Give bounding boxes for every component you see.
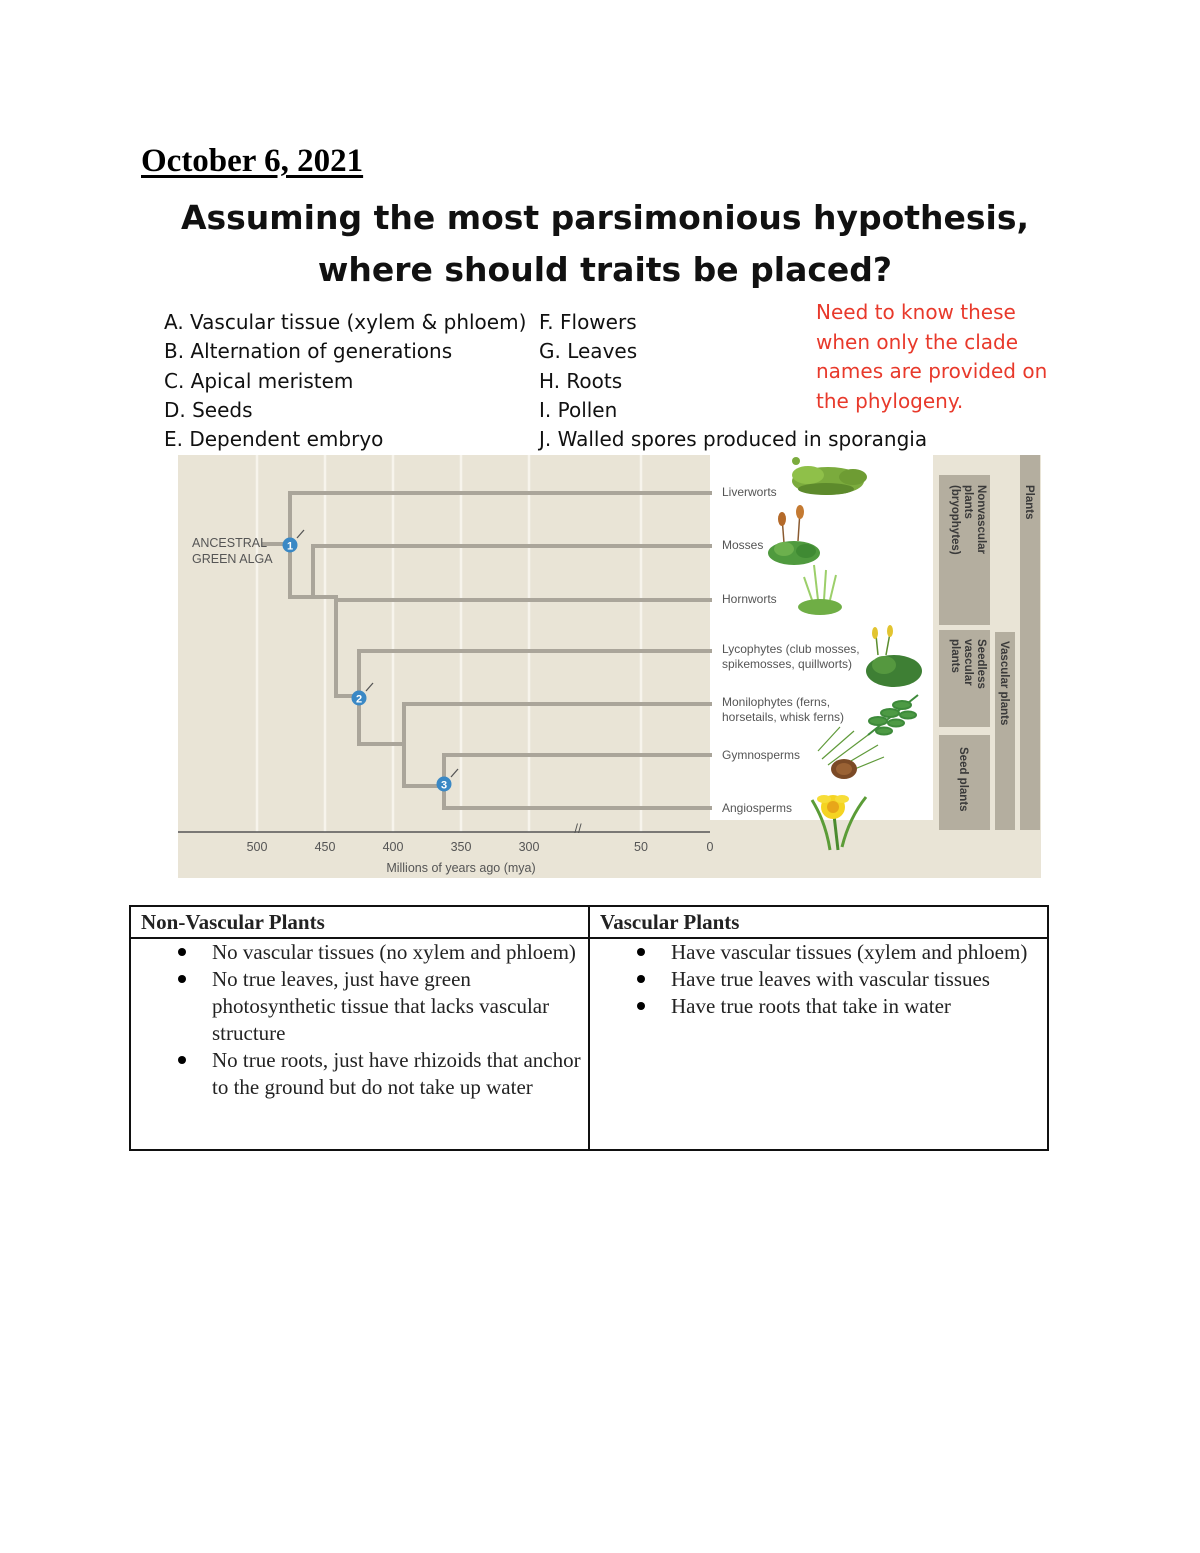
svg-text:3: 3: [440, 779, 448, 792]
group-nonvascular-1: Nonvascular: [975, 485, 987, 555]
trait-item: F. Flowers: [539, 310, 637, 334]
list-item: No vascular tissues (no xylem and phloem): [131, 939, 582, 966]
group-nonvascular-2: plants: [962, 485, 974, 519]
table-row: [130, 938, 1048, 1150]
group-plants: Plants: [1023, 485, 1035, 520]
group-seedless-3: plants: [949, 639, 961, 673]
cell-vascular: [589, 938, 1048, 1150]
tick-label: 300: [518, 840, 540, 854]
taxon-lycophytes-1: Lycophytes (club mosses,: [722, 642, 860, 656]
header-vascular: Vascular Plants: [589, 906, 1048, 938]
cell-nonvascular: [130, 938, 589, 1150]
list-item: No true roots, just have rhizoids that anchor to the ground but do not take up water: [131, 1047, 582, 1101]
comparison-table: [129, 905, 1049, 1151]
list-item: Have true leaves with vascular tissues: [590, 966, 1041, 993]
list-item: Have true roots that take in water: [590, 993, 1041, 1020]
phylogeny-svg: [178, 455, 1041, 878]
taxon-liverworts: Liverworts: [722, 485, 777, 499]
trait-item: A. Vascular tissue (xylem & phloem): [164, 310, 527, 334]
taxon-mosses: Mosses: [722, 538, 764, 552]
date-heading: October 6, 2021: [141, 143, 364, 179]
taxon-monilophytes-1: Monilophytes (ferns,: [722, 695, 831, 709]
axis-break: //: [574, 821, 582, 836]
trait-list-left: [164, 308, 526, 454]
group-nonvascular-3: (bryophytes): [949, 485, 961, 555]
tick-label: 0: [706, 840, 714, 854]
tick-label: 450: [314, 840, 336, 854]
group-seed-plants: Seed plants: [957, 747, 969, 812]
trait-item: B. Alternation of generations: [164, 339, 453, 364]
svg-text:2: 2: [355, 693, 363, 706]
nonvascular-list: [131, 939, 588, 1101]
tick-label: 350: [450, 840, 472, 854]
trait-item: E. Dependent embryo: [164, 427, 384, 452]
group-seedless-2: vascular: [962, 639, 974, 686]
root-label-2: GREEN ALGA: [192, 552, 273, 566]
table-header-row: [130, 906, 1048, 938]
tick-label: 500: [246, 840, 268, 854]
list-item: Have vascular tissues (xylem and phloem): [590, 939, 1041, 966]
taxon-lycophytes-2: spikemosses, quillworts): [722, 657, 853, 671]
taxon-monilophytes-2: horsetails, whisk ferns): [722, 710, 845, 724]
phylogeny-figure: [178, 455, 1041, 878]
header-nonvascular: Non-Vascular Plants: [130, 906, 589, 938]
headline-line-2: where should traits be placed?: [317, 250, 893, 289]
root-label-1: ANCESTRAL: [192, 536, 268, 550]
tick-label: 50: [634, 840, 648, 854]
trait-item: D. Seeds: [164, 397, 253, 422]
taxon-angiosperms: Angiosperms: [722, 801, 793, 815]
tick-label: 400: [382, 840, 404, 854]
taxon-hornworts: Hornworts: [722, 592, 777, 606]
trait-item: H. Roots: [539, 368, 623, 393]
trait-item: C. Apical meristem: [164, 368, 354, 393]
list-item: No true leaves, just have green photosynthetic tissue that lacks vascular structure: [131, 966, 582, 1047]
axis-title: Millions of years ago (mya): [386, 861, 536, 875]
taxon-gymnosperms: Gymnosperms: [722, 748, 801, 762]
slide-headline: [150, 192, 1060, 296]
vascular-list: [590, 939, 1047, 1020]
trait-item: I. Pollen: [539, 397, 618, 422]
group-vascular-plants: Vascular plants: [998, 641, 1010, 726]
headline-line-1: Assuming the most parsimonious hypothesis,: [180, 198, 1030, 237]
trait-item: J. Walled spores produced in sporangia: [539, 427, 928, 452]
svg-text:1: 1: [286, 540, 294, 553]
trait-item: G. Leaves: [539, 339, 638, 364]
group-seedless-1: Seedless: [975, 639, 987, 689]
red-note: Need to know these when only the clade names are provided on the phylogeny.: [816, 300, 1048, 413]
